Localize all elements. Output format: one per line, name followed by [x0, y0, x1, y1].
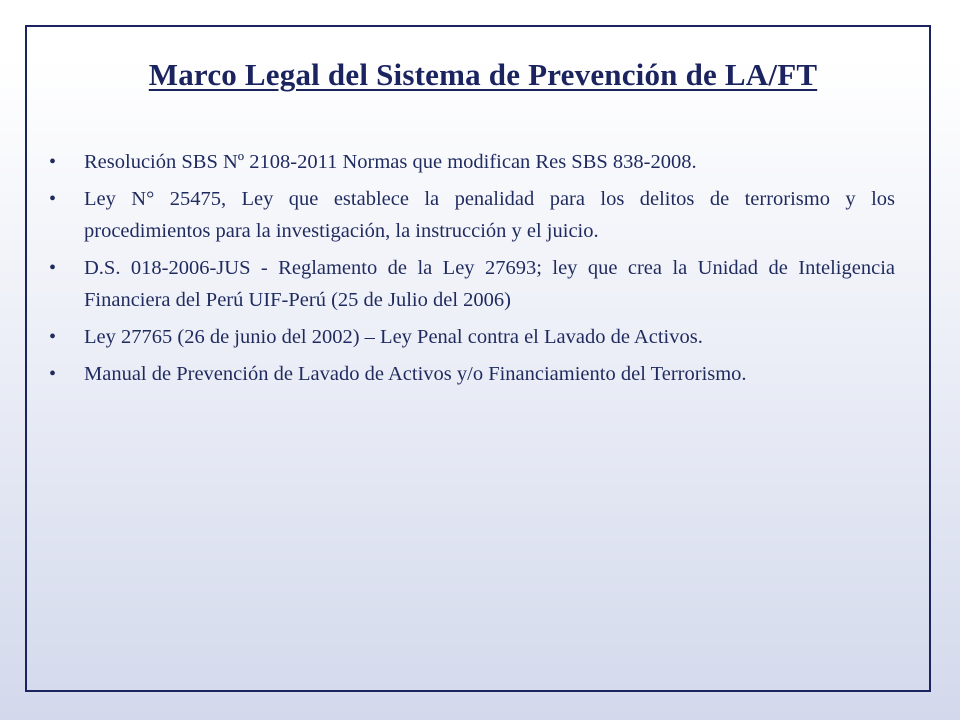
bullet-item-resolucion-sbs [49, 146, 895, 178]
bullet-item-manual-prevencion [49, 358, 895, 390]
bullet-text: Ley 27765 (26 de junio del 2002) – Ley Penal contra el Lavado de Activos. [84, 326, 703, 348]
bullet-text: D.S. 018-2006-JUS - Reglamento de la Ley 27693; ley que crea la Unidad de Inteligencia Financiera del Perú UIF-Perú (25 de Julio del 2006) [84, 257, 895, 311]
bullet-item-ds-018-2006 [49, 252, 895, 316]
slide-title [0, 57, 960, 93]
bullet-icon: • [49, 257, 57, 279]
slide-title-text: Marco Legal del Sistema de Prevención de LA/FT [148, 57, 818, 92]
bullet-text: Resolución SBS Nº 2108-2011 Normas que modifican Res SBS 838-2008. [84, 151, 697, 173]
bullet-text: Ley N° 25475, Ley que establece la penalidad para los delitos de terrorismo y los procedimientos para la investigación, la instrucción y el juicio. [84, 188, 947, 242]
bullet-icon: • [49, 363, 57, 385]
bullet-icon: • [49, 151, 57, 173]
bullet-item-ley-25475 [49, 183, 947, 247]
bullet-list [49, 146, 947, 395]
bullet-icon: • [49, 188, 57, 210]
bullet-icon: • [49, 326, 57, 348]
bullet-text: Manual de Prevención de Lavado de Activos y/o Financiamiento del Terrorismo. [84, 363, 747, 385]
bullet-item-ley-27765 [49, 321, 895, 353]
